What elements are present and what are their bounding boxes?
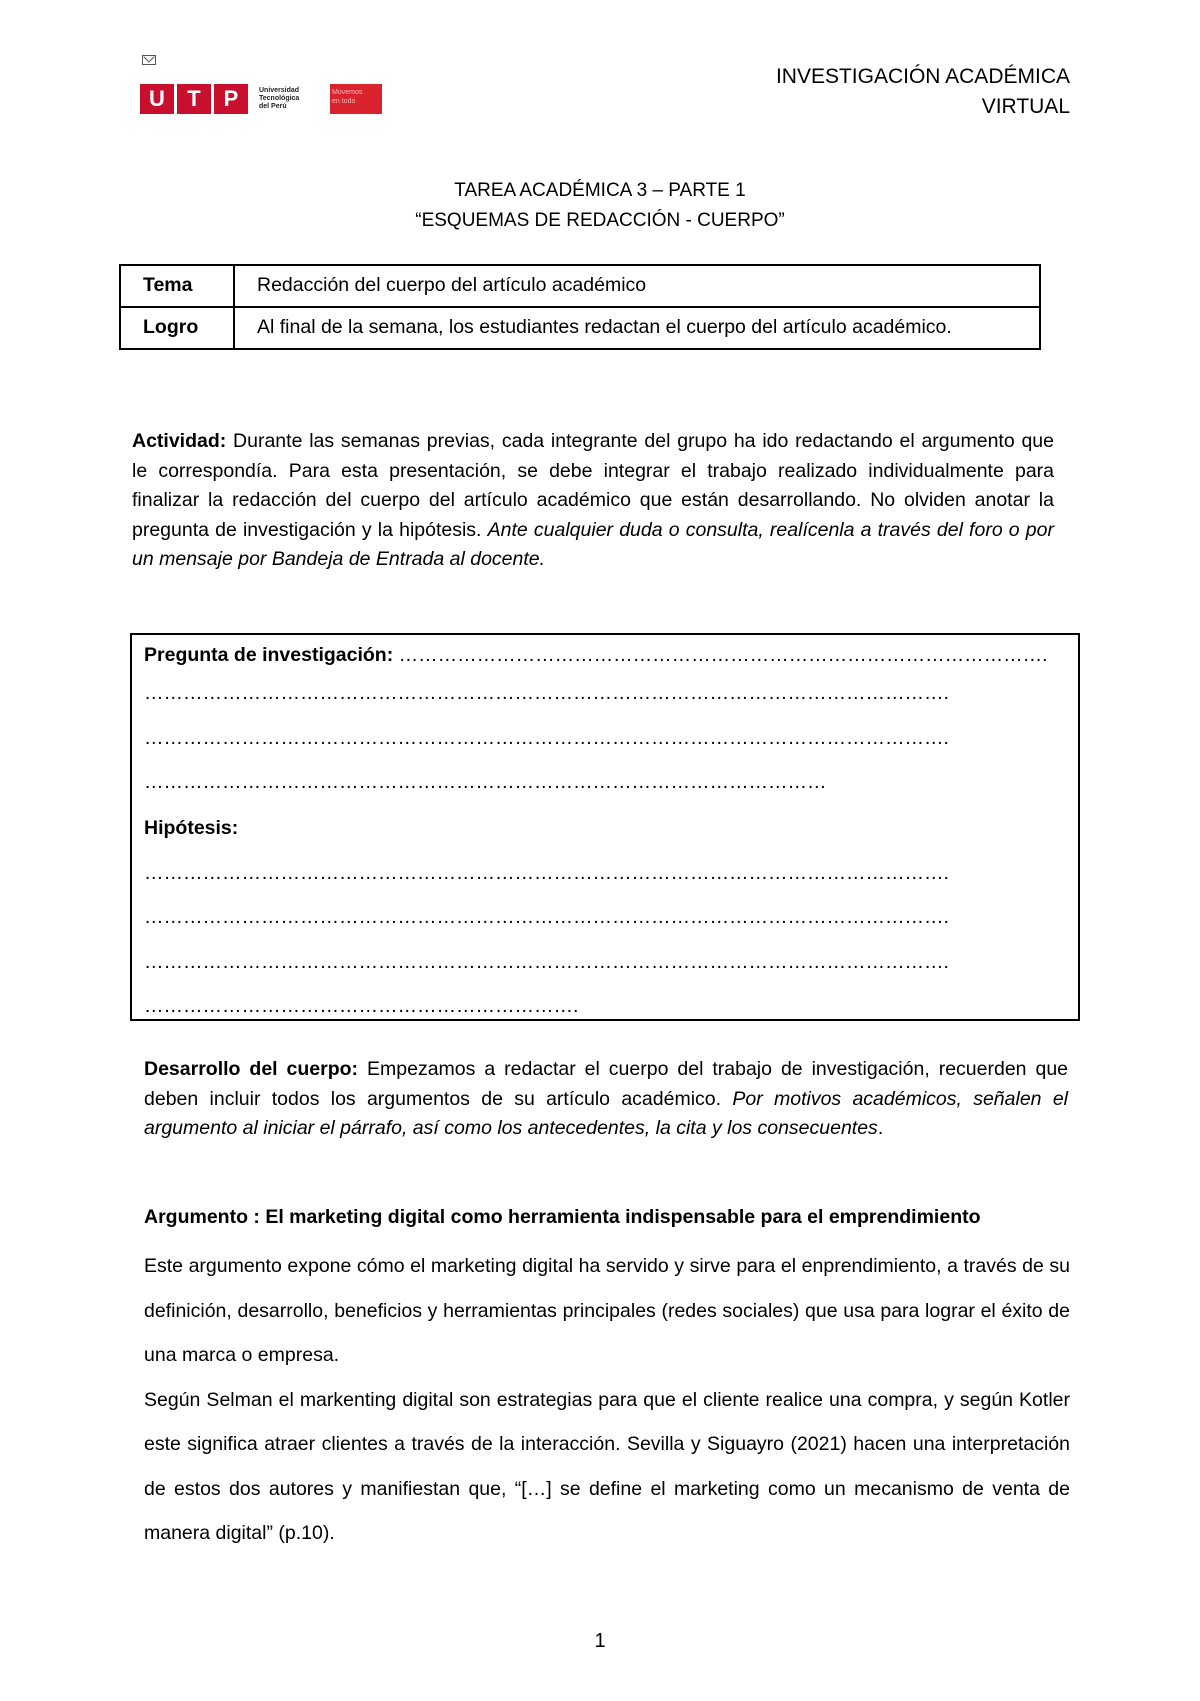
question-dots: ………………………………………………………………………………………. (393, 644, 1048, 666)
argumento-section (144, 1200, 1070, 1556)
actividad-paragraph (132, 427, 1054, 575)
logo-letter-u: U (140, 84, 174, 114)
course-modality: VIRTUAL (981, 95, 1070, 118)
logro-label: Logro (120, 307, 234, 349)
question-dotted-line: …………………………………………………………………………………………… (144, 771, 827, 793)
actividad-label: Actividad: (132, 430, 227, 452)
badge-line: en todo (332, 98, 356, 105)
question-dotted-line: ……………………………………………………………………………………………………………. (144, 682, 949, 704)
course-title: INVESTIGACIÓN ACADÉMICA (775, 65, 1070, 88)
logo-subtitle-line: del Perú (259, 103, 287, 110)
utp-logo (140, 84, 319, 114)
argumento-paragraph-2: Según Selman el markenting digital son estrategias para que el cliente realice una compra, y según Kotler este significa atraer clientes a través de la interacción. Sevilla y Siguayro (2021) hacen una interpretación de estos dos autores y manifiestan que, “[…] se define el marketing como un mecanismo de venta de manera digital” (p.10). (144, 1388, 1070, 1544)
title-line-1: TAREA ACADÉMICA 3 – PARTE 1 (454, 180, 746, 201)
logo-subtitle-line: Universidad (259, 87, 300, 94)
hypothesis-dotted-line: ……………………………………………………………………………………………………………. (144, 950, 949, 973)
logro-value: Al final de la semana, los estudiantes redactan el cuerpo del artículo académico. (234, 307, 1040, 349)
actividad-italic: Ante cualquier duda o consulta, realícenla a través del foro o por un mensaje por Bandeja de Entrada al docente. (132, 518, 1054, 570)
envelope-icon (142, 55, 156, 65)
question-label: Pregunta de investigación: (144, 644, 394, 666)
course-header (776, 62, 1070, 122)
tema-label: Tema (120, 265, 234, 307)
logo-subtitle (259, 87, 319, 111)
table-row (120, 265, 1040, 307)
page-number: 1 (594, 1630, 606, 1652)
logo-letter-t: T (177, 84, 211, 114)
argumento-paragraph-1: Este argumento expone cómo el marketing digital ha servido y sirve para el enprendimiento, a través de su definición, desarrollo, beneficios y herramientas principales (redes sociales) que usa para lograr el éxito de una marca o empresa. (144, 1255, 1070, 1366)
badge-line: Movemos (332, 89, 363, 96)
desarrollo-text: Empezamos a redactar el cuerpo del trabajo de investigación, recuerden que deben incluir todos los argumentos de su artículo académico. (144, 1058, 1069, 1110)
logo-badge (330, 84, 382, 114)
logo-subtitle-line: Tecnológica (259, 95, 300, 102)
logo-letter-p: P (214, 84, 248, 114)
question-dotted-line: ……………………………………………………………………………………………………………. (144, 726, 949, 749)
document-title (0, 176, 1200, 236)
hypothesis-dotted-line: …………………………………………………………. (144, 995, 579, 1017)
argumento-heading: Argumento : El marketing digital como herramienta indispensable para el emprendimiento (144, 1206, 981, 1228)
title-line-2: “ESQUEMAS DE REDACCIÓN - CUERPO” (415, 210, 785, 231)
hypothesis-label: Hipótesis: (144, 816, 239, 839)
desarrollo-label: Desarrollo del cuerpo: (144, 1058, 359, 1080)
desarrollo-end: . (877, 1117, 884, 1139)
question-hypothesis-box (130, 633, 1080, 1021)
tema-value: Redacción del cuerpo del artículo académico (234, 265, 1040, 307)
desarrollo-italic: Por motivos académicos, señalen el argumento al iniciar el párrafo, así como los antecedentes, la cita y los consecuentes (144, 1087, 1068, 1139)
actividad-text: Durante las semanas previas, cada integrante del grupo ha ido redactando el argumento que le correspondía. Para esta presentación, se debe integrar el trabajo realizado individualmente para finalizar la redacción del cuerpo del artículo académico que están desarrollando. No olviden anotar la pregunta de investigación y la hipótesis. (132, 430, 1054, 541)
hypothesis-dotted-line: ……………………………………………………………………………………………………………. (144, 861, 949, 884)
info-table (119, 264, 1041, 350)
table-row (120, 307, 1040, 349)
hypothesis-dotted-line: ……………………………………………………………………………………………………………. (144, 906, 949, 928)
desarrollo-paragraph (144, 1055, 1068, 1144)
question-line (144, 639, 1066, 671)
